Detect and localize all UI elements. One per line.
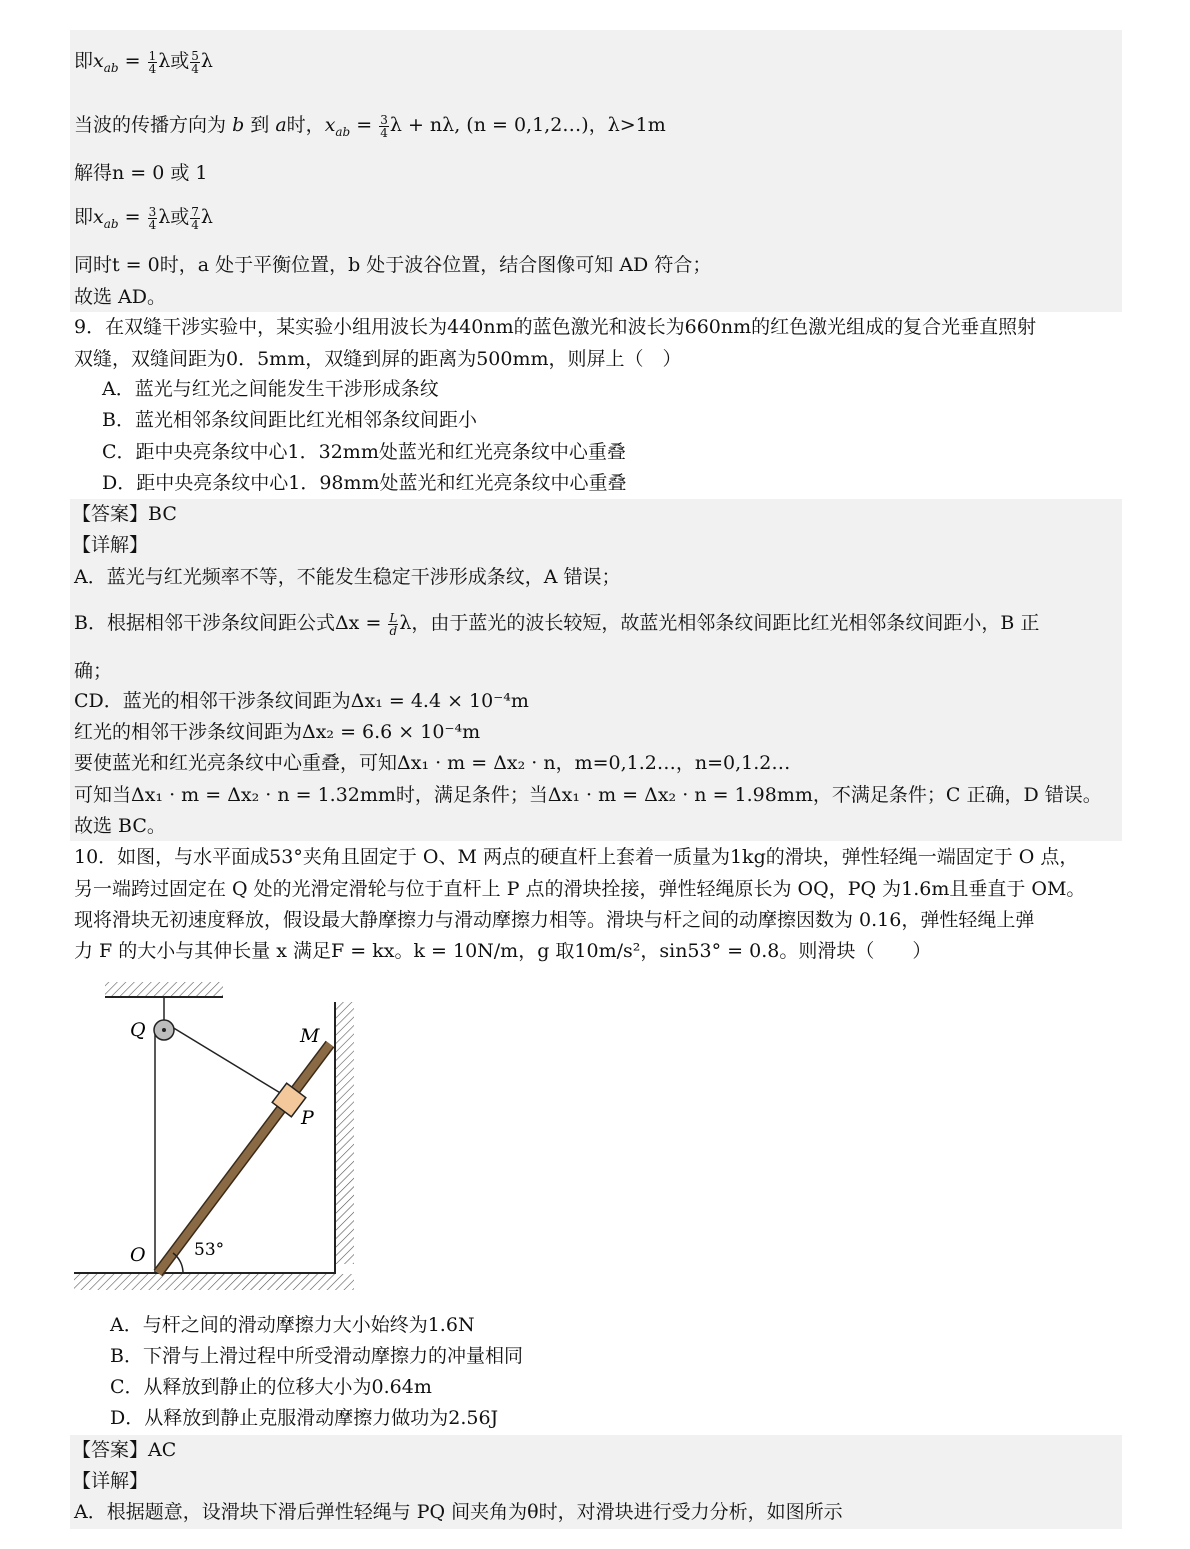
- q9-detail-3: 确；: [74, 660, 113, 682]
- q10-answer: 【答案】AC: [72, 1439, 177, 1461]
- q10-option-a: A．与杆之间的滑动摩擦力大小始终为1.6N: [110, 1314, 475, 1336]
- frac-3-4: $\frac{3}{4}$: [380, 112, 388, 140]
- q9-detail-title: 【详解】: [72, 534, 149, 556]
- q9-detail-7: 可知当Δx₁ · m = Δx₂ · n = 1.32mm时，满足条件；当Δx₁ · m = Δx₂ · n = 1.98mm，不满足条件；C 正确，D 错误。: [74, 784, 1102, 806]
- q9-option-b: B．蓝光相邻条纹间距比红光相邻条纹间距小: [102, 409, 477, 431]
- q10-stem-4: 力 F 的大小与其伸长量 x 满足F = kx。k = 10N/m，g 取10m/s²，sin53° = 0.8。则滑块（ ）: [74, 940, 932, 962]
- q10-option-c: C．从释放到静止的位移大小为0.64m: [110, 1376, 432, 1398]
- label-q: Q: [130, 1019, 146, 1041]
- q9-answer: 【答案】BC: [72, 503, 177, 525]
- q9-detail-5: 红光的相邻干涉条纹间距为Δx₂ = 6.6 × 10⁻⁴m: [74, 721, 481, 743]
- frac-7-4: $\frac{7}{4}$: [191, 204, 199, 232]
- q9-option-c: C．距中央亮条纹中心1．32mm处蓝光和红光亮条纹中心重叠: [102, 441, 626, 463]
- wall-hatch: [336, 1002, 354, 1264]
- q9-detail-6: 要使蓝光和红光亮条纹中心重叠，可知Δx₁ · m = Δx₂ · n，m=0,1.2…，n=0,1.2…: [74, 752, 791, 774]
- prev-line-5: 同时t = 0时，a 处于平衡位置，b 处于波谷位置，结合图像可知 AD 符合；: [74, 254, 712, 276]
- prev-line-2: 当波的传播方向为 b 到 a时，$x_{ab}$ = $\frac{3}{4}$ λ + nλ, (n = 0,1,2…)，λ>1m: [74, 112, 666, 140]
- q9-option-d: D．距中央亮条纹中心1．98mm处蓝光和红光亮条纹中心重叠: [102, 472, 627, 494]
- label-m: M: [300, 1025, 320, 1047]
- rope-qp: [172, 1027, 282, 1094]
- prev-line-6: 故选 AD。: [74, 286, 166, 308]
- frac-3-4b: $\frac{3}{4}$: [148, 204, 157, 232]
- ceiling-hatch: [105, 982, 223, 996]
- label-p: P: [301, 1107, 314, 1129]
- q9-detail-4: CD．蓝光的相邻干涉条纹间距为Δx₁ = 4.4 × 10⁻⁴m: [74, 690, 529, 712]
- pulley-axle: [162, 1028, 166, 1032]
- prev-line-1: 即$x_{ab}$ = $\frac{1}{4}$ λ或 $\frac{5}{4}$ λ: [74, 48, 213, 76]
- rod-pulley-figure: [70, 978, 360, 1294]
- q10-option-d: D．从释放到静止克服滑动摩擦力做功为2.56J: [110, 1407, 499, 1429]
- ground-hatch: [74, 1274, 354, 1290]
- q9-stem-1: 9．在双缝干涉实验中，某实验小组用波长为440nm的蓝色激光和波长为660nm的红色激光组成的复合光垂直照射: [74, 316, 1037, 338]
- q9-stem-2: 双缝，双缝间距为0．5mm，双缝到屏的距离为500mm，则屏上（ ）: [74, 348, 682, 370]
- q9-detail-2: B．根据相邻干涉条纹间距公式Δx = $\frac{L}{d}$ λ，由于蓝光的波长较短，故蓝光相邻条纹间距比红光相邻条纹间距小，B 正: [74, 610, 1040, 638]
- q9-option-a: A．蓝光与红光之间能发生干涉形成条纹: [102, 378, 439, 400]
- frac-l-d: $\frac{L}{d}$: [389, 610, 398, 638]
- prev-line-4: 即$x_{ab}$ = $\frac{3}{4}$ λ或 $\frac{7}{4}$ λ: [74, 204, 213, 232]
- q10-option-b: B．下滑与上滑过程中所受滑动摩擦力的冲量相同: [110, 1345, 523, 1367]
- prev-line-3: 解得n = 0 或 1: [74, 162, 208, 184]
- rod-om-fill: [158, 1044, 330, 1273]
- q10-detail-1: A．根据题意，设滑块下滑后弹性轻绳与 PQ 间夹角为θ时，对滑块进行受力分析，如图所示: [74, 1501, 843, 1523]
- frac-1-4: $\frac{1}{4}$: [148, 48, 157, 76]
- q10-stem-2: 另一端跨过固定在 Q 处的光滑定滑轮与位于直杆上 P 点的滑块拴接，弹性轻绳原长为 OQ，PQ 为1.6m且垂直于 OM。: [74, 878, 1086, 900]
- label-o: O: [130, 1244, 146, 1266]
- q10-stem-1: 10．如图，与水平面成53°夹角且固定于 O、M 两点的硬直杆上套着一质量为1kg的滑块，弹性轻绳一端固定于 O 点，: [74, 846, 1079, 868]
- q10-stem-3: 现将滑块无初速度释放，假设最大静摩擦力与滑动摩擦力相等。滑块与杆之间的动摩擦因数为 0.16，弹性轻绳上弹: [74, 909, 1035, 931]
- label-angle: 53°: [194, 1240, 225, 1260]
- q9-detail-8: 故选 BC。: [74, 815, 166, 837]
- frac-5-4: $\frac{5}{4}$: [191, 48, 199, 76]
- q9-detail-1: A．蓝光与红光频率不等，不能发生稳定干涉形成条纹，A 错误；: [74, 566, 621, 588]
- q10-detail-title: 【详解】: [72, 1470, 149, 1492]
